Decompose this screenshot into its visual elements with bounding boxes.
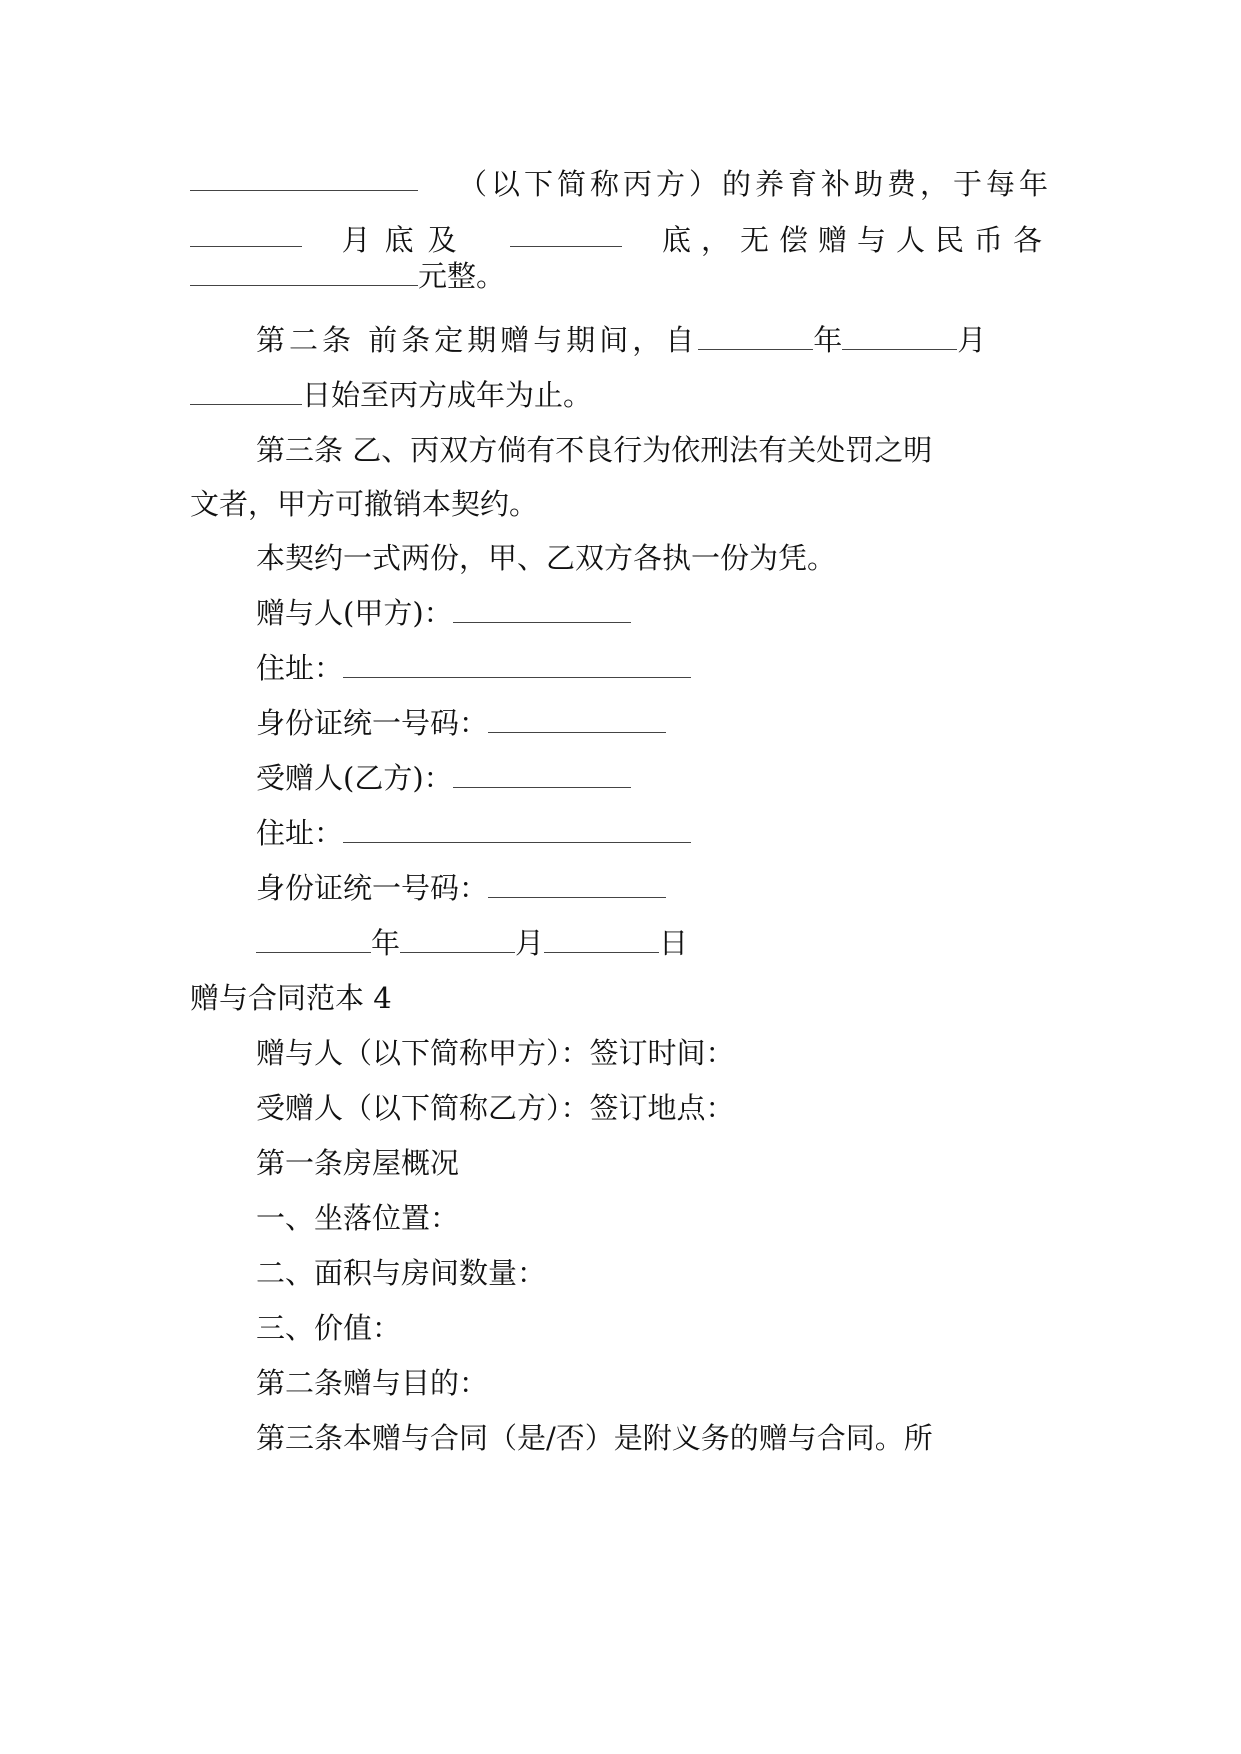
field-label: 身份证统一号码：: [256, 871, 489, 905]
paragraph-text: （以下简称丙方）的养育补助费，于每年: [457, 167, 1052, 201]
donee-id-line: [256, 868, 1052, 908]
paragraph-line: 文者，甲方可撤销本契约。: [190, 487, 539, 521]
donee-address-line: [256, 813, 1052, 853]
donor-signature-line: [256, 593, 1052, 633]
section-title: 赠与合同范本 4: [190, 981, 392, 1015]
paragraph-line: [190, 375, 1052, 415]
date-unit: 月: [515, 926, 545, 960]
article-line: 第三条本赠与合同（是/否）是附义务的赠与合同。所: [256, 1421, 933, 1455]
blank-field[interactable]: [190, 259, 418, 286]
donee-info-line: 受赠人（以下简称乙方）：签订地点：: [256, 1091, 735, 1125]
blank-field[interactable]: [453, 761, 631, 788]
field-label: 住址：: [256, 816, 344, 850]
paragraph-text: 第二条 前条定期赠与期间，自: [256, 323, 699, 357]
article-line: 第二条赠与目的：: [256, 1366, 489, 1400]
donor-info-line: 赠与人（以下简称甲方）：签订时间：: [256, 1036, 735, 1070]
list-item: 三、价值：: [256, 1311, 402, 1345]
donor-id-line: [256, 703, 1052, 743]
blank-field[interactable]: [343, 651, 691, 678]
article-3-line: 第三条 乙、丙双方倘有不良行为依刑法有关处罚之明: [256, 433, 933, 467]
date-line: [256, 923, 1052, 963]
paragraph-line: [190, 220, 1052, 260]
list-item: 二、面积与房间数量：: [256, 1256, 547, 1290]
blank-field[interactable]: [400, 926, 515, 953]
blank-field[interactable]: [544, 926, 659, 953]
paragraph-line: [190, 256, 1052, 296]
blank-field[interactable]: [698, 323, 813, 350]
paragraph-text: 月: [957, 323, 987, 357]
blank-field[interactable]: [190, 378, 302, 405]
paragraph-text: 月底及: [341, 223, 471, 257]
field-label: 住址：: [256, 651, 344, 685]
blank-field[interactable]: [510, 220, 622, 247]
paragraph-text: 元整。: [418, 259, 506, 293]
list-item: 一、坐落位置：: [256, 1201, 460, 1235]
date-unit: 年: [371, 926, 401, 960]
copies-statement: 本契约一式两份，甲、乙双方各执一份为凭。: [256, 541, 837, 575]
paragraph-line: [190, 164, 1052, 204]
donee-signature-line: [256, 758, 1052, 798]
field-label: 受赠人(乙方)：: [256, 761, 453, 795]
date-unit: 日: [659, 926, 689, 960]
blank-field[interactable]: [453, 596, 631, 623]
paragraph-text: 年: [813, 323, 843, 357]
article-title: 第一条房屋概况: [256, 1146, 460, 1180]
blank-field[interactable]: [842, 323, 957, 350]
donor-address-line: [256, 648, 1052, 688]
blank-field[interactable]: [190, 164, 418, 191]
blank-field[interactable]: [190, 220, 302, 247]
field-label: 身份证统一号码：: [256, 706, 489, 740]
field-label: 赠与人(甲方)：: [256, 596, 453, 630]
blank-field[interactable]: [256, 926, 371, 953]
blank-field[interactable]: [488, 706, 666, 733]
paragraph-text: 底，无偿赠与人民币各: [661, 223, 1052, 257]
article-2-line: [256, 320, 1052, 360]
blank-field[interactable]: [343, 816, 691, 843]
paragraph-text: 日始至丙方成年为止。: [302, 378, 593, 412]
blank-field[interactable]: [488, 871, 666, 898]
